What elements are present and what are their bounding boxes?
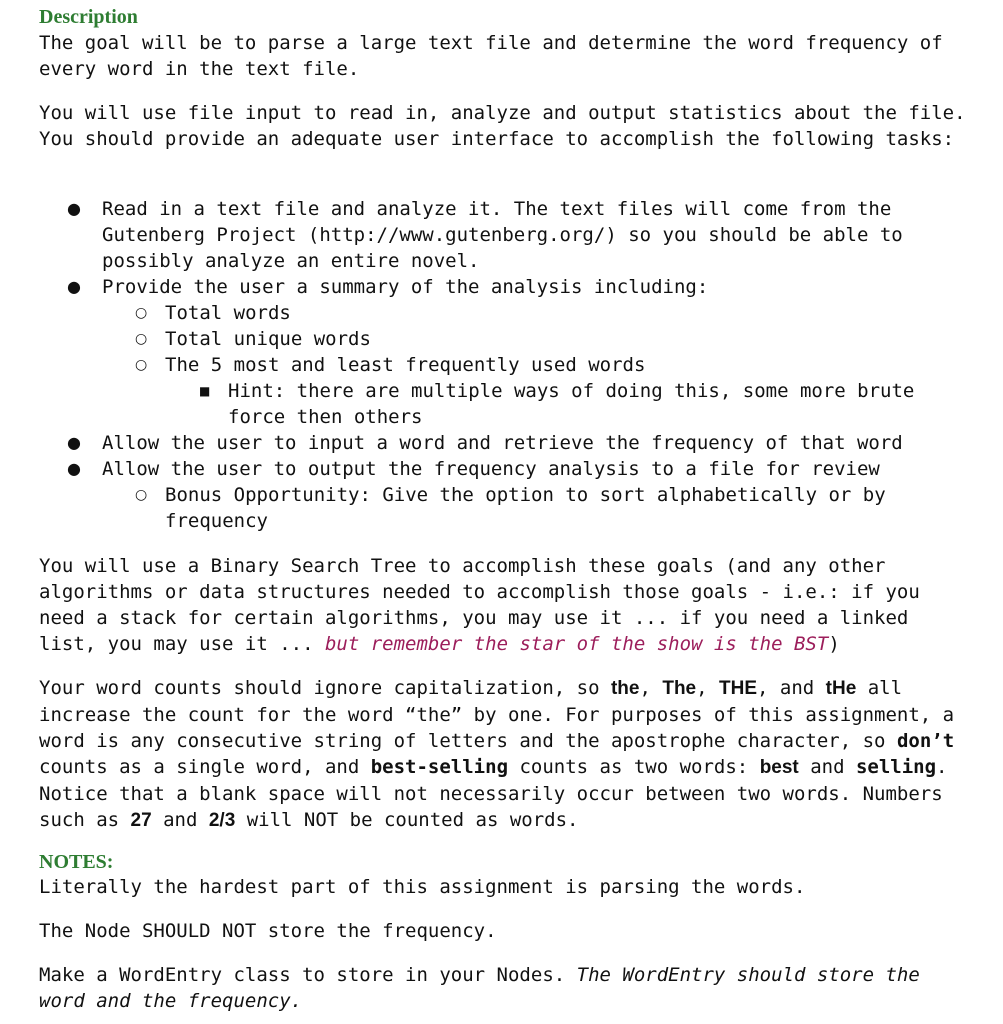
list-item	[39, 326, 969, 352]
note-2: The Node SHOULD NOT store the frequency.	[39, 920, 497, 942]
rules-text: will NOT be counted as words.	[235, 809, 579, 831]
notes-heading: NOTES:	[39, 851, 114, 873]
list-item-text: Hint: there are multiple ways of doing this, some more brute force then others	[228, 380, 915, 428]
rules-paragraph	[39, 675, 989, 834]
list-item-text: Allow the user to output the frequency analysis to a file for review	[102, 458, 880, 480]
list-item	[39, 456, 969, 482]
list-item	[39, 300, 969, 326]
circle-bullet-icon: ○	[135, 305, 148, 321]
example-number: 2/3	[208, 810, 236, 831]
rules-text: and	[798, 756, 856, 778]
list-item	[39, 482, 969, 534]
note-3	[39, 962, 969, 1014]
example-number: 27	[130, 810, 152, 831]
list-item-text: Total words	[165, 302, 291, 324]
bst-text: You will use a Binary Search Tree to accomplish these goals (and any other algorithms or data structures needed to accomplish those goals - i.e.: if you need a stack for certain algorithms, you may use it ... if you need a linked list, you may use it ...	[39, 555, 920, 655]
list-item-text: The 5 most and least frequently used words	[165, 354, 646, 376]
list-item	[39, 352, 969, 378]
intro-paragraph: The goal will be to parse a large text file and determine the word frequency of every word in the text file.	[39, 32, 943, 80]
list-item	[39, 378, 969, 430]
rules-text: ,	[696, 677, 720, 699]
rules-text: ,	[639, 677, 663, 699]
bst-close: )	[828, 633, 840, 655]
example-word: tHe	[825, 678, 857, 699]
note-1: Literally the hardest part of this assignment is parsing the words.	[39, 876, 806, 898]
description-heading: Description	[39, 6, 138, 28]
circle-bullet-icon: ○	[135, 487, 148, 503]
list-item	[39, 430, 969, 456]
rules-text: . Notice that a blank space will not necessarily occur between two words. Numbers such as	[39, 756, 948, 831]
list-item-text: Bonus Opportunity: Give the option to sort alphabetically or by frequency	[165, 484, 886, 532]
list-item	[39, 274, 969, 300]
tasks-intro-paragraph: You will use file input to read in, analyze and output statistics about the file. You should provide an adequate user interface to accomplish the following tasks:	[39, 102, 966, 150]
square-bullet-icon: ■	[199, 384, 211, 398]
circle-bullet-icon: ○	[135, 357, 148, 373]
example-word: the	[610, 678, 640, 699]
example-word: don’t	[896, 730, 955, 752]
list-item	[39, 196, 969, 274]
rules-text: , and	[757, 677, 826, 699]
bullet-icon: ●	[67, 459, 81, 478]
rules-text: counts as two words:	[508, 756, 760, 778]
example-word: selling	[855, 756, 937, 778]
bst-emphasis: but remember the star of the show is the BST	[324, 633, 829, 655]
example-word: THE	[719, 678, 758, 699]
example-word: best	[759, 757, 799, 778]
list-item-text: Read in a text file and analyze it. The text files will come from the Gutenberg Project (http://www.gutenberg.org/) so you should be able to possibly analyze an entire novel.	[102, 198, 903, 272]
rules-text: Your word counts should ignore capitalization, so	[39, 677, 611, 699]
bst-paragraph	[39, 553, 969, 657]
note-3-italic: The WordEntry should store the word and the frequency.	[39, 964, 920, 1012]
list-item-text: Total unique words	[165, 328, 371, 350]
task-list	[39, 196, 969, 534]
circle-bullet-icon: ○	[135, 331, 148, 347]
bullet-icon: ●	[67, 199, 81, 218]
rules-text: all increase the count for the word “the” by one. For purposes of this assignment, a word is any consecutive string of letters and the apostrophe character, so	[39, 677, 955, 752]
bullet-icon: ●	[67, 277, 81, 296]
list-item-text: Provide the user a summary of the analysis including:	[102, 276, 709, 298]
bullet-icon: ●	[67, 433, 81, 452]
example-word: best-selling	[370, 756, 509, 778]
rules-text: and	[151, 809, 209, 831]
rules-text: counts as a single word, and	[39, 756, 371, 778]
note-3-text: Make a WordEntry class to store in your Nodes.	[39, 964, 577, 986]
list-item-text: Allow the user to input a word and retrieve the frequency of that word	[102, 432, 903, 454]
example-word: The	[662, 678, 697, 699]
